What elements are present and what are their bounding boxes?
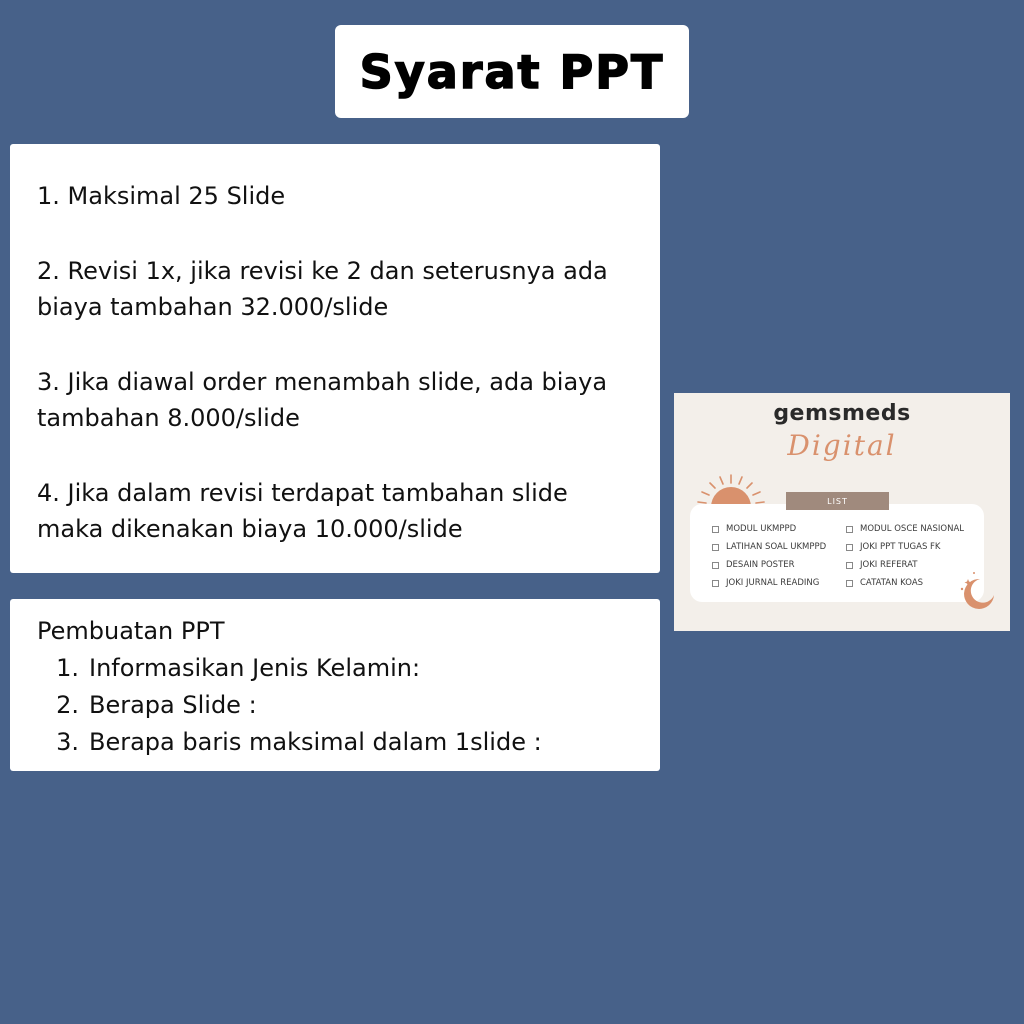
- brand-name: gemsmeds: [773, 401, 911, 426]
- moon-icon: [954, 569, 998, 609]
- order-list: [37, 650, 640, 761]
- list-item: LATIHAN SOAL UKMPPD: [712, 538, 826, 556]
- checkbox-icon: [846, 544, 853, 551]
- checkbox-icon: [712, 526, 719, 533]
- rule-item: 3. Jika diawal order menambah slide, ada biaya tambahan 8.000/slide: [37, 368, 608, 432]
- list-item: CATATAN KOAS: [846, 574, 964, 592]
- checkbox-icon: [846, 562, 853, 569]
- list-column-right: [846, 520, 964, 592]
- checkbox-icon: [712, 562, 719, 569]
- list-item: MODUL UKMPPD: [712, 520, 826, 538]
- checkbox-icon: [712, 580, 719, 587]
- order-item-number: 2.: [56, 691, 79, 719]
- list-column-left: [712, 520, 826, 592]
- rule-item: 1. Maksimal 25 Slide: [37, 182, 286, 210]
- checkbox-icon: [712, 544, 719, 551]
- list-item: JOKI JURNAL READING: [712, 574, 826, 592]
- order-item: [37, 724, 640, 761]
- sun-icon: [696, 471, 766, 507]
- order-item-number: 1.: [56, 654, 79, 682]
- product-thumbnail[interactable]: [674, 393, 1010, 631]
- list-item: MODUL OSCE NASIONAL: [846, 520, 964, 538]
- rule-item: 2. Revisi 1x, jika revisi ke 2 dan seterusnya ada biaya tambahan 32.000/slide: [37, 257, 608, 321]
- brand-script: Digital: [787, 429, 897, 462]
- list-item: JOKI PPT TUGAS FK: [846, 538, 964, 556]
- title-box: [335, 25, 689, 118]
- list-panel: [690, 504, 984, 602]
- order-item-number: 3.: [56, 728, 79, 756]
- order-card: [10, 599, 660, 771]
- checkbox-icon: [846, 580, 853, 587]
- checkbox-icon: [846, 526, 853, 533]
- order-item-text: Berapa Slide :: [89, 691, 257, 719]
- list-item: DESAIN POSTER: [712, 556, 826, 574]
- list-label: LIST: [786, 492, 889, 510]
- rule-item: 4. Jika dalam revisi terdapat tambahan slide maka dikenakan biaya 10.000/slide: [37, 479, 568, 543]
- order-heading: Pembuatan PPT: [37, 617, 225, 645]
- list-item: JOKI REFERAT: [846, 556, 964, 574]
- order-item: [37, 650, 640, 687]
- order-item-text: Berapa baris maksimal dalam 1slide :: [89, 728, 542, 756]
- page-title: Syarat PPT: [359, 44, 665, 99]
- order-item: [37, 687, 640, 724]
- rules-card: [10, 144, 660, 573]
- order-item-text: Informasikan Jenis Kelamin:: [89, 654, 421, 682]
